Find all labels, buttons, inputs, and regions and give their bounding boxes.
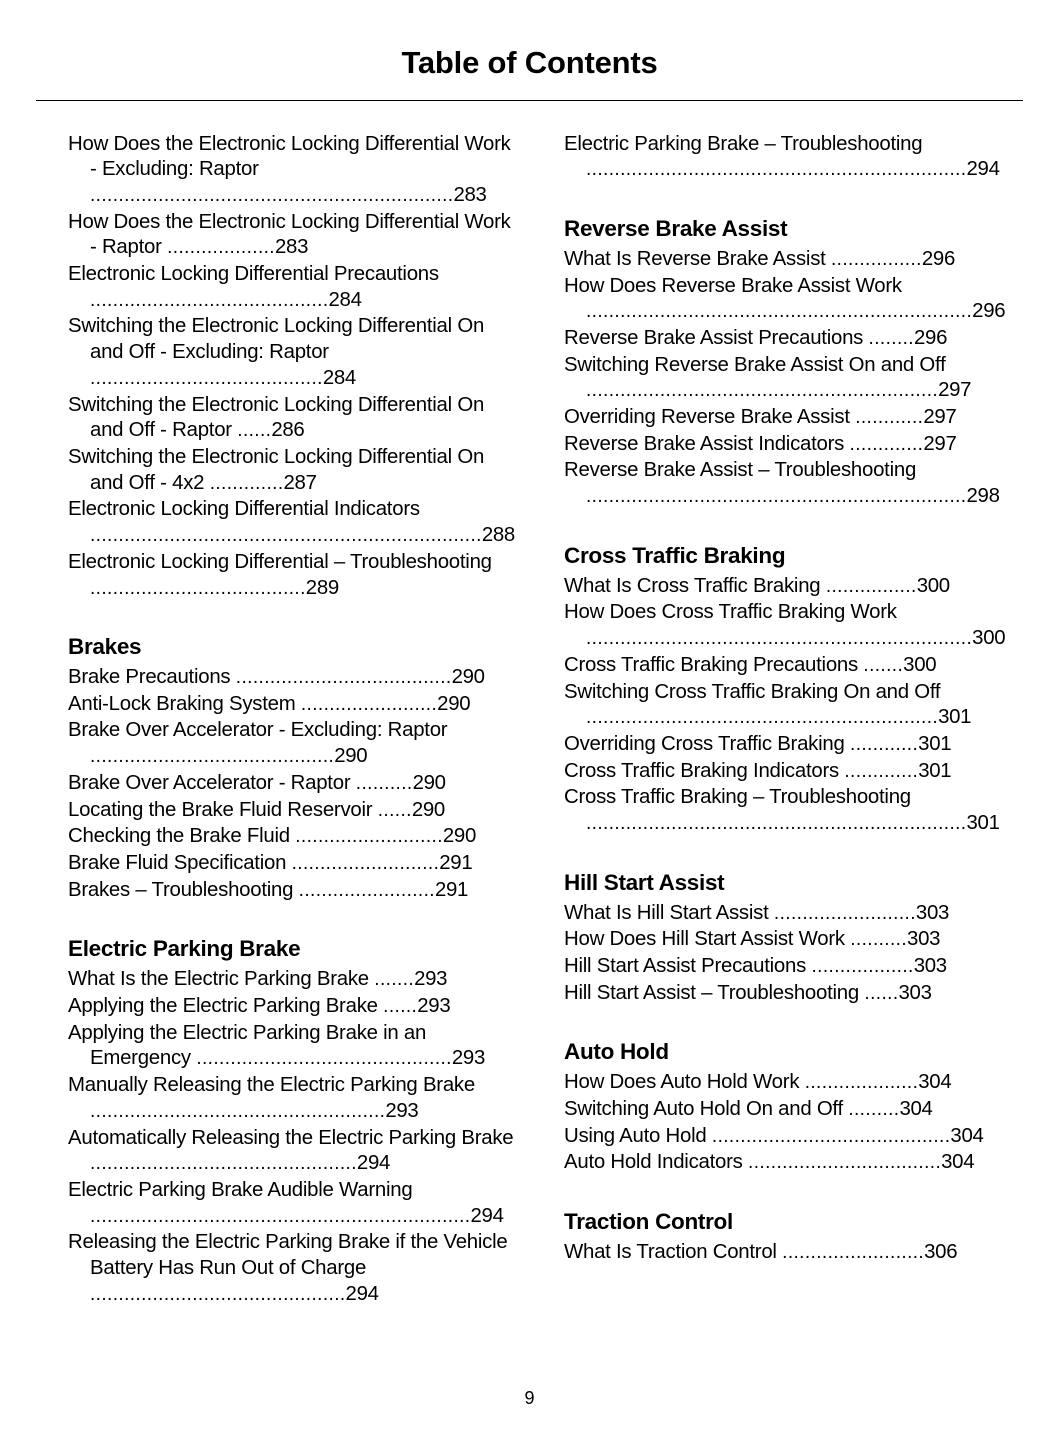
toc-leader-dots: ...................................................................	[90, 1205, 471, 1227]
page-number: 9	[524, 1388, 535, 1408]
toc-entry-title: What Is the Electric Parking Brake	[68, 968, 369, 991]
toc-leader-dots: ...................................................................	[586, 159, 967, 181]
toc-entry-title: Locating the Brake Fluid Reservoir	[68, 798, 373, 821]
toc-entry-page: 291	[434, 878, 469, 901]
toc-entry-title: What Is Reverse Brake Assist	[564, 247, 826, 270]
toc-leader-dots: ..........................	[291, 853, 440, 874]
page-title: Table of Contents	[401, 45, 658, 80]
toc-leader-dots: ..........	[355, 772, 413, 794]
toc-entry-title: Automatically Releasing the Electric Parking Brake	[68, 1126, 514, 1149]
toc-entry[interactable]	[68, 771, 520, 797]
toc-entry-title: What Is Hill Start Assist	[564, 901, 769, 924]
toc-entry-page: 301	[918, 732, 952, 755]
toc-entry-page: 301	[918, 759, 952, 782]
toc-leader-dots: .............................................	[196, 1048, 452, 1070]
toc-entry-title: Hill Start Assist Precautions	[564, 955, 807, 978]
toc-entry[interactable]	[68, 393, 520, 444]
toc-entry[interactable]	[564, 600, 1016, 651]
toc-entry-title: How Does Hill Start Assist Work	[564, 928, 845, 951]
toc-leader-dots: ............	[855, 407, 924, 429]
toc-leader-dots: ..............................................................	[586, 380, 939, 402]
toc-entry-page: 300	[916, 574, 950, 597]
toc-entry[interactable]	[68, 497, 520, 548]
toc-leader-dots: ..........................................	[90, 289, 329, 311]
toc-entry-page: 297	[923, 432, 957, 455]
toc-leader-dots: ..................	[811, 956, 914, 978]
toc-leader-dots: ...............................................	[90, 1153, 357, 1175]
toc-column-left	[68, 132, 520, 1309]
toc-entry[interactable]	[564, 326, 1016, 352]
toc-block	[564, 216, 1016, 510]
toc-entry[interactable]	[564, 680, 1016, 731]
toc-entry-title: How Does Cross Traffic Braking Work	[564, 601, 897, 624]
toc-entry-title: Overriding Reverse Brake Assist	[564, 406, 850, 429]
toc-entry[interactable]	[68, 550, 520, 601]
toc-leader-dots: ........................	[298, 879, 435, 901]
toc-entry[interactable]	[68, 262, 520, 313]
title-divider	[36, 100, 1023, 101]
toc-entry[interactable]	[564, 1240, 1016, 1266]
toc-leader-dots: .............................................	[90, 1283, 346, 1305]
toc-leader-dots: .........	[848, 1099, 900, 1121]
toc-entry-title: How Does the Electronic Locking Differential Work - Raptor	[68, 210, 511, 259]
toc-entry[interactable]	[68, 445, 520, 496]
toc-leader-dots: ..............................................................	[586, 707, 939, 729]
toc-entry-page: 284	[322, 366, 356, 389]
toc-entry[interactable]	[68, 692, 520, 718]
toc-entry-page: 304	[941, 1151, 975, 1174]
toc-entry-page: 293	[417, 994, 451, 1017]
toc-entry-page: 298	[966, 485, 1000, 508]
toc-entry-title: Releasing the Electric Parking Brake if the Vehicle Battery Has Run Out of Charge	[68, 1231, 508, 1280]
toc-entry-page: 304	[950, 1124, 984, 1147]
toc-entry-page: 294	[470, 1204, 504, 1227]
toc-entry[interactable]	[564, 732, 1016, 758]
toc-block	[564, 870, 1016, 1007]
toc-leader-dots: ......................................	[90, 577, 306, 599]
toc-entry-page: 283	[453, 183, 487, 206]
toc-block	[68, 132, 520, 602]
toc-entry-page: 297	[938, 379, 972, 402]
toc-entry-title: Brake Fluid Specification	[68, 852, 287, 874]
toc-entry-title: What Is Traction Control	[564, 1241, 777, 1264]
toc-block	[564, 543, 1016, 837]
section-heading: Hill Start Assist	[564, 869, 725, 895]
toc-entry[interactable]	[68, 665, 520, 691]
toc-entry[interactable]	[68, 824, 520, 850]
toc-block	[564, 1039, 1016, 1176]
toc-entry[interactable]	[68, 798, 520, 824]
toc-entry[interactable]	[564, 432, 1016, 458]
toc-entry-title: Applying the Electric Parking Brake	[68, 994, 378, 1017]
toc-entry[interactable]	[68, 718, 520, 769]
toc-entry-page: 283	[275, 236, 309, 259]
toc-entry-title: Cross Traffic Braking Indicators	[564, 759, 839, 782]
toc-entry[interactable]	[564, 759, 1016, 785]
toc-columns	[0, 132, 1059, 1309]
toc-leader-dots: ..........	[850, 929, 908, 951]
toc-leader-dots: ......	[383, 995, 418, 1017]
toc-leader-dots: ......	[377, 799, 412, 821]
toc-entry-title: Cross Traffic Braking Precautions	[564, 653, 858, 676]
toc-entry-title: Cross Traffic Braking – Troubleshooting	[564, 786, 911, 809]
toc-entry[interactable]	[564, 1097, 1016, 1123]
toc-block	[68, 936, 520, 1307]
toc-entry-title: Brake Over Accelerator - Excluding: Raptor	[68, 719, 448, 742]
toc-entry[interactable]	[564, 785, 1016, 836]
toc-entry[interactable]	[564, 981, 1016, 1007]
toc-entry[interactable]	[564, 458, 1016, 509]
toc-entry-title: Reverse Brake Assist Indicators	[564, 432, 845, 455]
toc-entry-title: Brake Over Accelerator - Raptor	[68, 771, 351, 794]
toc-entry-page: 296	[913, 326, 948, 349]
toc-entry[interactable]	[564, 405, 1016, 431]
toc-entry-page: 287	[283, 471, 317, 494]
toc-entry-title: Auto Hold Indicators	[564, 1151, 743, 1174]
toc-entry-page: 296	[972, 300, 1006, 323]
toc-entry-page: 291	[439, 852, 473, 874]
toc-entry-page: 290	[451, 666, 485, 689]
section-heading: Reverse Brake Assist	[564, 215, 788, 241]
toc-entry-page: 290	[411, 798, 445, 821]
toc-block	[564, 132, 1016, 183]
toc-entry-title: Reverse Brake Assist Precautions	[564, 326, 864, 349]
toc-entry-title: Electric Parking Brake Audible Warning	[68, 1178, 413, 1201]
toc-entry-page: 293	[414, 968, 448, 991]
toc-entry-title: Brakes – Troubleshooting	[68, 878, 294, 901]
toc-entry-title: How Does Auto Hold Work	[564, 1071, 800, 1094]
toc-leader-dots: ....................	[804, 1072, 919, 1094]
toc-entry-page: 306	[924, 1241, 958, 1264]
toc-entry-page: 289	[305, 576, 339, 599]
toc-leader-dots: ................................................................	[90, 184, 454, 206]
toc-entry-page: 290	[442, 825, 477, 848]
toc-leader-dots: ................	[825, 575, 917, 597]
toc-entry-title: Switching Auto Hold On and Off	[564, 1098, 843, 1121]
toc-leader-dots: ...................................................................	[586, 486, 967, 508]
toc-entry-title: Electric Parking Brake – Troubleshooting	[564, 132, 923, 155]
toc-entry-title: How Does the Electronic Locking Differential Work - Excluding: Raptor	[68, 132, 511, 181]
toc-leader-dots: ..................................	[748, 1152, 942, 1174]
toc-entry-page: 300	[903, 653, 937, 676]
toc-leader-dots: ....................................................	[90, 1100, 386, 1122]
toc-entry[interactable]	[564, 574, 1016, 600]
toc-entry-page: 286	[271, 419, 305, 442]
toc-entry-page: 290	[437, 692, 471, 715]
toc-leader-dots: ................	[830, 248, 922, 270]
toc-entry[interactable]	[68, 1021, 520, 1072]
toc-leader-dots: .........................	[782, 1242, 925, 1264]
toc-entry[interactable]	[564, 132, 1016, 183]
toc-leader-dots: .........................................	[90, 367, 323, 389]
toc-entry-title: What Is Cross Traffic Braking	[564, 574, 821, 597]
toc-entry-page: 303	[898, 981, 932, 1004]
toc-entry[interactable]	[68, 210, 520, 261]
toc-entry-page: 303	[915, 901, 950, 924]
toc-entry-page: 288	[481, 524, 515, 547]
toc-entry-page: 300	[972, 627, 1006, 650]
toc-entry[interactable]	[68, 851, 520, 877]
toc-entry[interactable]	[68, 132, 520, 209]
toc-entry[interactable]	[68, 314, 520, 391]
toc-entry[interactable]	[564, 1070, 1016, 1096]
toc-entry[interactable]	[68, 1126, 520, 1177]
section-heading: Cross Traffic Braking	[564, 542, 786, 568]
toc-entry[interactable]	[564, 353, 1016, 404]
toc-leader-dots: ....................................................................	[586, 628, 973, 650]
toc-entry-title: Applying the Electric Parking Brake in an Emergency	[68, 1021, 427, 1070]
toc-entry-title: Switching the Electronic Locking Differential On and Off - Raptor	[68, 393, 485, 442]
toc-entry-title: Brake Precautions	[68, 666, 231, 689]
toc-entry-title: How Does Reverse Brake Assist Work	[564, 274, 902, 297]
toc-leader-dots: ..........................	[295, 826, 443, 848]
toc-leader-dots: .............	[844, 760, 919, 782]
toc-entry[interactable]	[564, 901, 1016, 927]
toc-entry-title: Using Auto Hold	[564, 1124, 707, 1147]
section-heading: Auto Hold	[564, 1039, 669, 1065]
toc-entry-page: 294	[966, 158, 1000, 181]
toc-entry[interactable]	[68, 994, 520, 1020]
toc-entry-title: Manually Releasing the Electric Parking Brake	[68, 1074, 475, 1097]
toc-entry-page: 301	[966, 812, 1000, 835]
toc-entry[interactable]	[564, 274, 1016, 325]
toc-leader-dots: ...........................................	[90, 746, 335, 768]
toc-leader-dots: ......................................	[235, 667, 452, 689]
toc-entry[interactable]	[564, 954, 1016, 980]
toc-leader-dots: ......	[864, 982, 899, 1004]
toc-entry-title: Electronic Locking Differential Precautions	[68, 263, 439, 286]
toc-leader-dots: ..........................................	[711, 1125, 951, 1147]
toc-leader-dots: ...................	[167, 237, 275, 259]
toc-leader-dots: ....................................................................	[586, 301, 973, 323]
toc-entry-title: Hill Start Assist – Troubleshooting	[564, 981, 859, 1004]
toc-entry[interactable]	[68, 878, 520, 904]
toc-leader-dots: ............	[850, 733, 919, 755]
toc-entry-title: Anti-Lock Braking System	[68, 692, 296, 715]
toc-leader-dots: ........	[868, 327, 914, 349]
toc-column-right	[564, 132, 1016, 1267]
toc-entry-title: Switching the Electronic Locking Differential On and Off - Excluding: Raptor	[68, 315, 485, 364]
toc-leader-dots: .......	[374, 969, 415, 991]
toc-entry-page: 294	[345, 1282, 379, 1305]
section-heading: Traction Control	[564, 1209, 733, 1235]
section-heading: Electric Parking Brake	[68, 936, 301, 962]
toc-entry-title: Switching the Electronic Locking Differential On and Off - 4x2	[68, 445, 485, 494]
toc-entry-page: 296	[921, 247, 955, 270]
toc-entry-page: 297	[923, 406, 957, 429]
toc-leader-dots: ...................................................................	[586, 813, 967, 835]
toc-entry[interactable]	[68, 1230, 520, 1307]
toc-entry-page: 293	[385, 1099, 419, 1122]
toc-entry-title: Switching Reverse Brake Assist On and Off	[564, 353, 946, 376]
toc-entry-page: 284	[328, 288, 362, 311]
toc-entry-title: Electronic Locking Differential Indicators	[68, 498, 420, 521]
toc-leader-dots: .....................................................................	[90, 525, 482, 547]
toc-entry-page: 304	[899, 1098, 933, 1121]
toc-entry[interactable]	[68, 1073, 520, 1124]
toc-entry[interactable]	[564, 247, 1016, 273]
toc-entry-title: Electronic Locking Differential – Troubleshooting	[68, 550, 492, 573]
toc-entry-title: Overriding Cross Traffic Braking	[564, 732, 845, 755]
toc-entry-page: 290	[334, 745, 368, 768]
toc-entry[interactable]	[564, 1124, 1016, 1150]
toc-block	[564, 1209, 1016, 1266]
toc-entry-page: 290	[412, 771, 446, 794]
toc-entry-page: 303	[913, 955, 947, 978]
toc-entry[interactable]	[68, 1178, 520, 1229]
toc-entry[interactable]	[564, 1150, 1016, 1176]
toc-entry-title: Reverse Brake Assist – Troubleshooting	[564, 459, 917, 482]
toc-leader-dots: .............	[849, 433, 924, 455]
toc-entry-title: Switching Cross Traffic Braking On and Off	[564, 680, 941, 703]
toc-entry-page: 304	[918, 1071, 952, 1094]
toc-entry-page: 294	[356, 1152, 391, 1175]
toc-entry-title: Checking the Brake Fluid	[68, 825, 290, 848]
toc-block	[68, 634, 520, 903]
section-heading: Brakes	[68, 634, 142, 660]
toc-entry-page: 293	[451, 1047, 485, 1070]
toc-entry[interactable]	[564, 653, 1016, 679]
toc-entry[interactable]	[68, 967, 520, 993]
toc-leader-dots: .......	[863, 654, 904, 676]
toc-entry-page: 301	[938, 706, 972, 729]
toc-leader-dots: ........................	[300, 693, 438, 715]
toc-leader-dots: .............	[209, 472, 284, 494]
toc-entry[interactable]	[564, 927, 1016, 953]
toc-leader-dots: .........................	[773, 902, 916, 924]
toc-leader-dots: ......	[237, 420, 272, 442]
toc-entry-page: 303	[907, 928, 941, 951]
